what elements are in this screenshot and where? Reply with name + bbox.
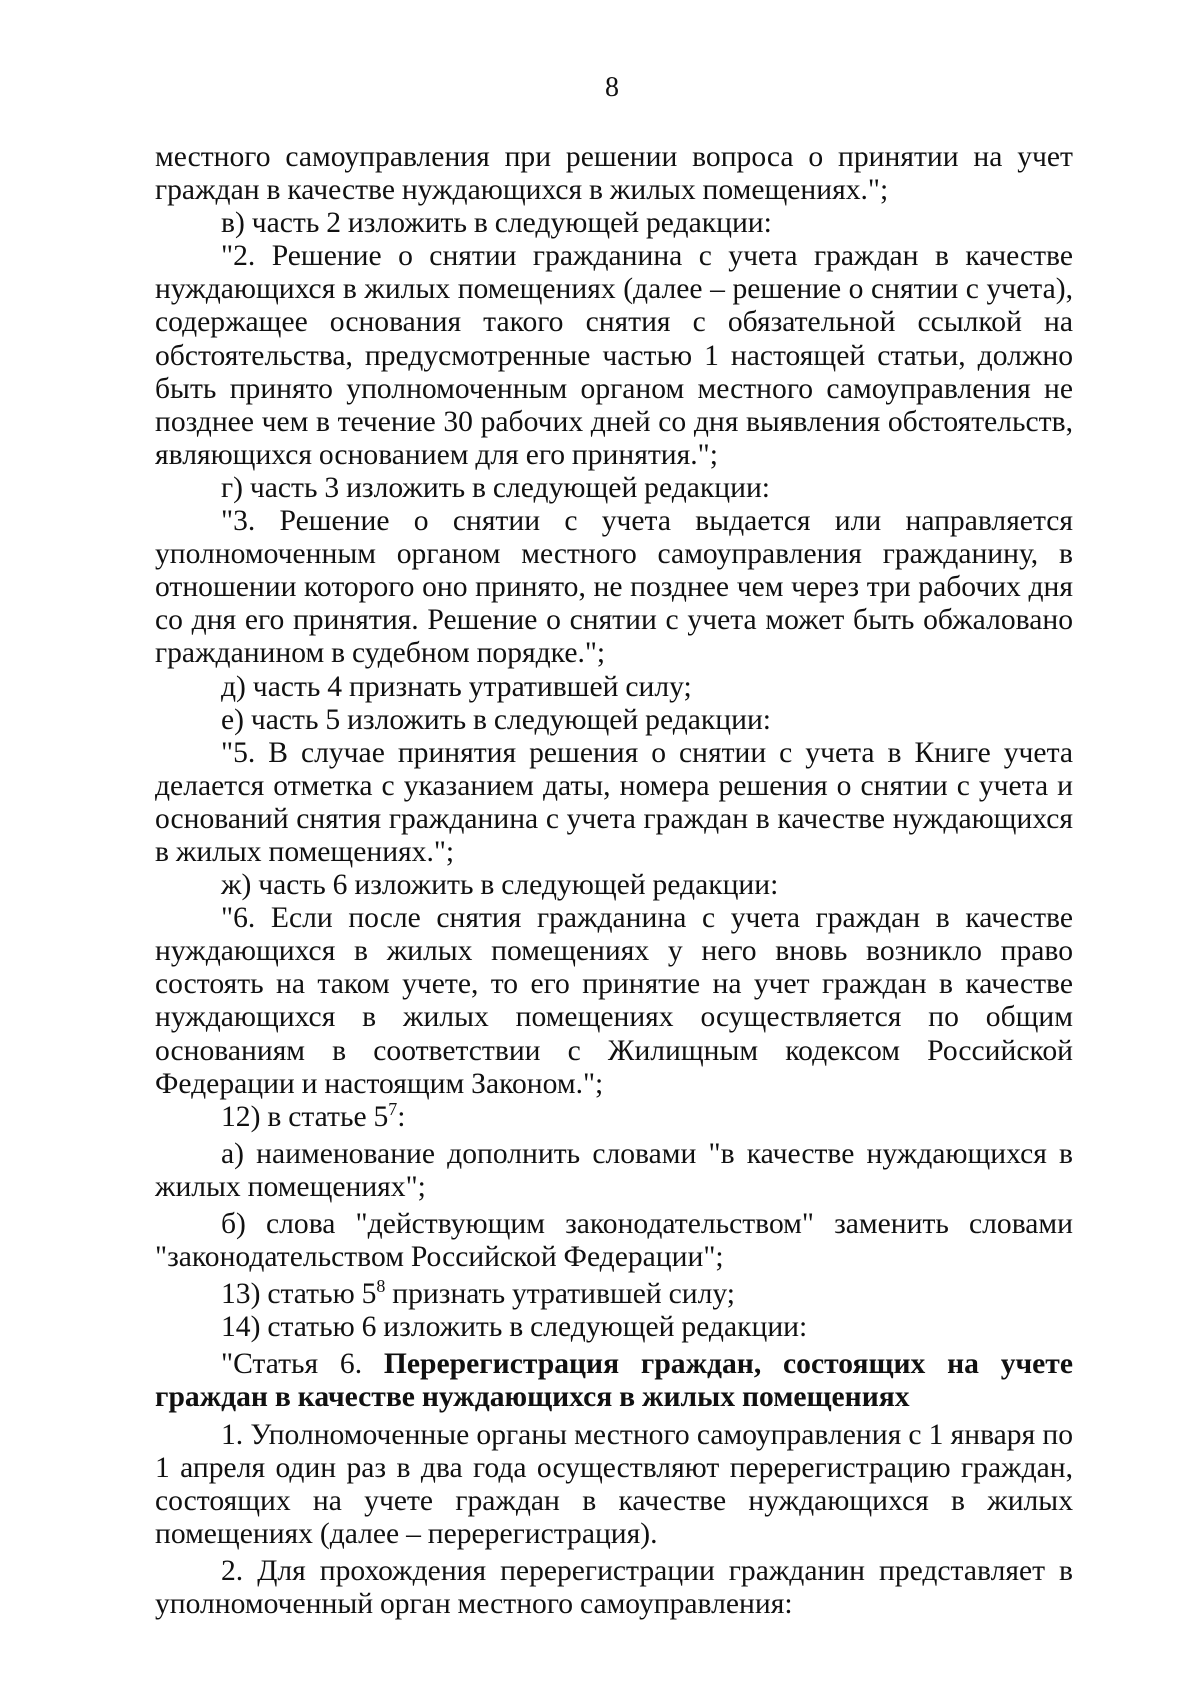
- paragraph-text: 12) в статье 5: [221, 1100, 389, 1133]
- paragraph: е) часть 5 изложить в следующей редакции:: [221, 703, 772, 736]
- document-body: [155, 141, 1073, 1621]
- paragraph: 2. Для прохождения перерегистрации гражданин представляет в уполномоченный орган местного самоуправления:: [155, 1554, 1073, 1621]
- paragraph-text: признать утратившей силу;: [385, 1278, 736, 1311]
- paragraph: 14) статью 6 изложить в следующей редакции:: [221, 1311, 808, 1344]
- paragraph: "2. Решение о снятии гражданина с учета граждан в качестве нуждающихся в жилых помещениях (далее – решение о снятии с учета), содержащее основания такого снятия с обязательной ссылкой на обстоятельства, предусмотренные частью 1 настоящей статьи, должно быть принято уполномоченным органом местного самоуправления не позднее чем в течение 30 рабочих дней со дня выявления обстоятельств, являющихся основанием для его принятия.";: [155, 240, 1073, 471]
- paragraph: "6. Если после снятия гражданина с учета граждан в качестве нуждающихся в жилых помещениях у него вновь возникло право состоять на таком учете, то его принятие на учет граждан в качестве нуждающихся в жилых помещениях осуществляется по общим основаниям в соответствии с Жилищным кодексом Российской Федерации и настоящим Законом.";: [155, 902, 1073, 1100]
- paragraph: местного самоуправления при решении вопроса о принятии на учет граждан в качестве нуждающихся в жилых помещениях.";: [155, 141, 1073, 207]
- article-heading: [155, 1348, 1073, 1414]
- paragraph: а) наименование дополнить словами "в качестве нуждающихся в жилых помещениях";: [155, 1137, 1073, 1203]
- paragraph: "5. В случае принятия решения о снятии с учета в Книге учета делается отметка с указанием даты, номера решения о снятии с учета и оснований снятия гражданина с учета граждан в качестве нуждающихся в жилых помещениях.";: [155, 736, 1073, 868]
- article-title: Перерегистрация граждан, состоящих на учете граждан в качестве нуждающихся в жилых помещениях: [155, 1348, 1073, 1414]
- paragraph: "3. Решение о снятии с учета выдается или направляется уполномоченным органом местного самоуправления гражданину, в отношении которого оно принято, не позднее чем через три рабочих дня со дня его принятия. Решение о снятии с учета может быть обжаловано гражданином в судебном порядке.";: [155, 505, 1073, 670]
- paragraph: д) часть 4 признать утратившей силу;: [221, 670, 692, 703]
- paragraph: б) слова "действующим законодательством" заменить словами "законодательством Российской Федерации";: [155, 1208, 1073, 1274]
- paragraph: г) часть 3 изложить в следующей редакции:: [221, 471, 771, 504]
- paragraph-text: 13) статью 5: [221, 1278, 377, 1311]
- paragraph-text: :: [397, 1100, 406, 1133]
- paragraph: 1. Уполномоченные органы местного самоуправления с 1 января по 1 апреля один раз в два года осуществляют перерегистрацию граждан, состоящих на учете граждан в качестве нуждающихся в жилых помещениях (далее – перерегистрация).: [155, 1418, 1073, 1550]
- paragraph: [155, 1278, 1073, 1311]
- superscript: 7: [388, 1098, 398, 1119]
- paragraph: ж) часть 6 изложить в следующей редакции:: [221, 869, 779, 902]
- article-label: "Статья 6.: [221, 1348, 384, 1381]
- paragraph: в) часть 2 изложить в следующей редакции:: [221, 207, 772, 240]
- page-number: 8: [605, 72, 619, 103]
- superscript: 8: [376, 1276, 386, 1297]
- paragraph: [155, 1098, 1073, 1134]
